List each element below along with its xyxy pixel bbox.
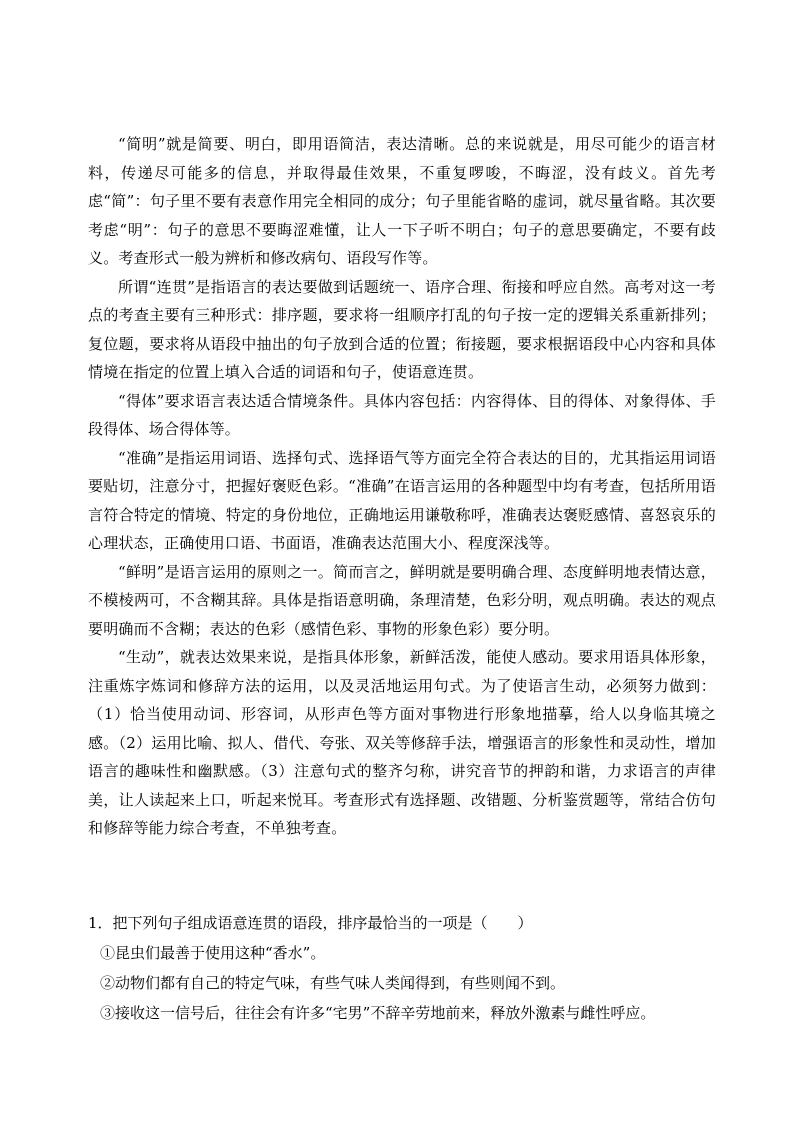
question-sentence-1: ①昆虫们最善于使用这种“香水”。	[100, 944, 326, 962]
paragraph-zhunque: “准确”是指运用词语、选择句式、选择语气等方面完全符合表达的目的，尤其指运用词语要贴切，注意分寸，把握好褒贬色彩。“准确”在语言运用的各种题型中均有考查，包括所用语言符合特定的情境、特定的身份地位，正确地运用谦敬称呼，准确表达褒贬感情、喜怒哀乐的心理状态，正确使用口语、书面语，准确表达范围大小、程度深浅等。	[88, 448, 716, 552]
question-sentence-3: ③接收这一信号后，往往会有许多“宅男”不辞辛劳地前来，释放外激素与雌性呼应。	[100, 1004, 656, 1022]
paragraph-lianguan: 所谓“连贯”是指语言的表达要做到话题统一、语序合理、衔接和呼应自然。高考对这一考点的考查主要有三种形式：排序题，要求将一组顺序打乱的句子按一定的逻辑关系重新排列；复位题，要求将从语段中抽出的句子放到合适的位置；衔接题，要求根据语段中心内容和具体情境在指定的位置上填入合适的词语和句子，使语意连贯。	[88, 277, 716, 381]
paragraph-jianming: “简明”就是简要、明白，即用语简洁，表达清晰。总的来说就是，用尽可能少的语言材料，传递尽可能多的信息，并取得最佳效果，不重复啰唆，不晦涩，没有歧义。首先考虑“简”：句子里不要有表意作用完全相同的成分；句子里能省略的虚词，就尽量省略。其次要考虑“明”：句子的意思不要晦涩难懂，让人一下子听不明白；句子的意思要确定，不要有歧义。考查形式一般为辨析和修改病句、语段写作等。	[88, 135, 716, 267]
paragraph-shengdong: “生动”，就表达效果来说，是指具体形象，新鲜活泼，能使人感动。要求用语具体形象，注重炼字炼词和修辞方法的运用，以及灵活地运用句式。为了使语言生动，必须努力做到：（1）恰当使用动词、形容词，从形声色等方面对事物进行形象地描摹，给人以身临其境之感。（2）运用比喻、拟人、借代、夸张、双关等修辞手法，增强语言的形象性和灵动性，增加语言的趣味性和幽默感。（3）注意句式的整齐匀称，讲究音节的押韵和谐，力求语言的声律美，让人读起来上口，听起来悦耳。考查形式有选择题、改错题、分析鉴赏题等，常结合仿句和修辞等能力综合考查，不单独考查。	[88, 648, 716, 837]
knowledge-section	[88, 130, 716, 843]
question-stem: 1．把下列句子组成语意连贯的语段，排序最恰当的一项是（ ）	[88, 914, 533, 932]
paragraph-xianming: “鲜明”是语言运用的原则之一。简而言之，鲜明就是要明确合理、态度鲜明地表情达意，不模棱两可，不含糊其辞。具体是指语意明确，条理清楚，色彩分明，观点明确。表达的观点要明确而不含糊；表达的色彩（感情色彩、事物的形象色彩）要分明。	[88, 562, 716, 638]
question-sentence-2: ②动物们都有自己的特定气味，有些气味人类闻得到，有些则闻不到。	[100, 974, 566, 992]
paragraph-deti: “得体”要求语言表达适合情境条件。具体内容包括：内容得体、目的得体、对象得体、手段得体、场合得体等。	[88, 391, 716, 438]
question-1	[88, 908, 716, 1028]
